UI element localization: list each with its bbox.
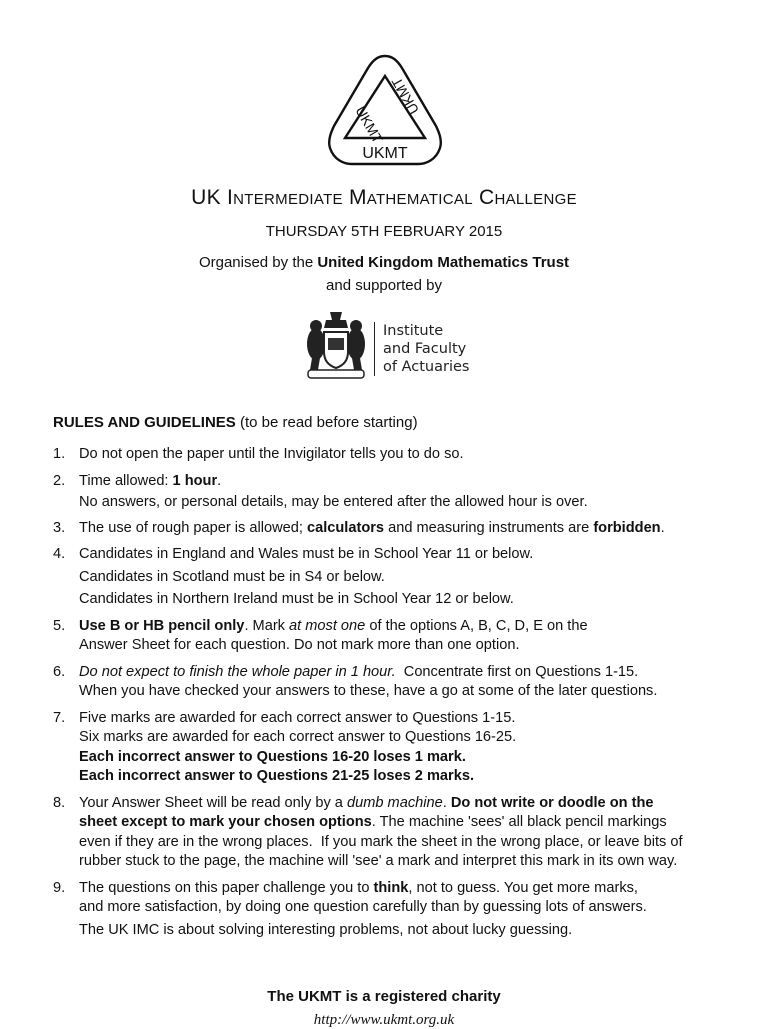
rules-list (53, 445, 733, 940)
rule-text: The use of rough paper is allowed; calculators and measuring instruments are forbidden. (79, 519, 665, 536)
rule-text: Do not open the paper until the Invigilator tells you to do so. (79, 446, 464, 462)
rule-text: Your Answer Sheet will be read only by a dumb machine. Do not write or doodle on the (79, 794, 654, 811)
rule-text: Do not expect to finish the whole paper in 1 hour. Concentrate first on Questions 1-15. (79, 663, 639, 680)
rule-number: 8. (53, 794, 66, 811)
organiser-name: United Kingdom Mathematics Trust (317, 254, 570, 271)
rule-text: Each incorrect answer to Questions 16-20 loses 1 mark. (79, 748, 466, 765)
rule-text: Candidates in Northern Ireland must be in School Year 12 or below. (79, 591, 514, 607)
rule-text: Five marks are awarded for each correct answer to Questions 1-15. (79, 709, 516, 726)
website-link[interactable]: http://www.ukmt.org.uk (313, 1012, 455, 1028)
rule-text: Answer Sheet for each question. Do not mark more than one option. (79, 637, 520, 653)
rule-item (53, 545, 733, 610)
rule-number: 7. (53, 709, 66, 726)
rule-item (53, 445, 733, 465)
sponsor-line: and Faculty (383, 341, 467, 357)
rule-number: 9. (53, 879, 66, 896)
sponsor-divider (374, 322, 375, 376)
logo-left-text: UKMT (352, 103, 387, 146)
rule-number: 2. (53, 472, 66, 489)
rule-text: Each incorrect answer to Questions 21-25 loses 2 marks. (79, 768, 475, 784)
rule-text: Candidates in England and Wales must be in School Year 11 or below. (79, 546, 534, 562)
organiser-prefix: Organised by the (198, 254, 318, 271)
rule-text: Time allowed: 1 hour. (79, 472, 222, 489)
organiser-line (0, 254, 768, 271)
logo-bottom-text: UKMT (362, 145, 408, 162)
rule-item (53, 879, 733, 941)
rule-text: even if they are in the wrong places. If you mark the sheet in the wrong place, or leave bits of (79, 833, 683, 850)
sponsor-line: of Actuaries (383, 359, 470, 375)
rule-number: 3. (53, 519, 66, 536)
rule-text: and more satisfaction, by doing one question carefully than by guessing lots of answers. (79, 899, 647, 915)
rule-text: Candidates in Scotland must be in S4 or below. (79, 568, 385, 585)
rule-item (53, 794, 733, 872)
sponsor-name (383, 322, 469, 376)
rule-item (53, 519, 733, 539)
rules-heading-rest: (to be read before starting) (235, 414, 418, 431)
rule-item (53, 663, 733, 702)
rule-text: The UK IMC is about solving interesting problems, not about lucky guessing. (79, 921, 573, 938)
rule-item (53, 617, 733, 656)
rule-text: Use B or HB pencil only. Mark at most one of the options A, B, C, D, E on the (79, 617, 588, 634)
rule-text: Six marks are awarded for each correct answer to Questions 16-25. (79, 729, 517, 745)
rule-text: The questions on this paper challenge you to think, not to guess. You get more marks, (79, 879, 638, 896)
event-date: THURSDAY 5TH FEBRUARY 2015 (265, 223, 503, 240)
rule-number: 5. (53, 617, 66, 634)
sponsor-line: Institute (383, 323, 444, 339)
rule-number: 1. (53, 446, 66, 462)
page-title: UK Intermediate Mathematical Challenge (191, 186, 577, 209)
charity-statement: The UKMT is a registered charity (267, 988, 501, 1005)
rules-heading-bold: RULES AND GUIDELINES (53, 414, 236, 431)
rule-text: sheet except to mark your chosen options. The machine 'sees' all black pencil markings (79, 814, 667, 830)
ukmt-logo (322, 52, 448, 168)
actuaries-crest-icon (296, 306, 376, 382)
rule-number: 6. (53, 663, 66, 680)
supported-by: and supported by (326, 277, 442, 294)
logo-right-text: UKMT (388, 74, 422, 118)
rule-text: No answers, or personal details, may be entered after the allowed hour is over. (79, 494, 588, 510)
rule-number: 4. (53, 546, 66, 562)
rules-heading (53, 414, 418, 431)
rule-text: When you have checked your answers to these, have a go at some of the later questions. (79, 683, 658, 699)
rule-item (53, 709, 733, 787)
rule-item (53, 472, 733, 513)
rule-text: rubber stuck to the page, the machine will 'see' a mark and interpret this mark in its own way. (79, 853, 678, 869)
